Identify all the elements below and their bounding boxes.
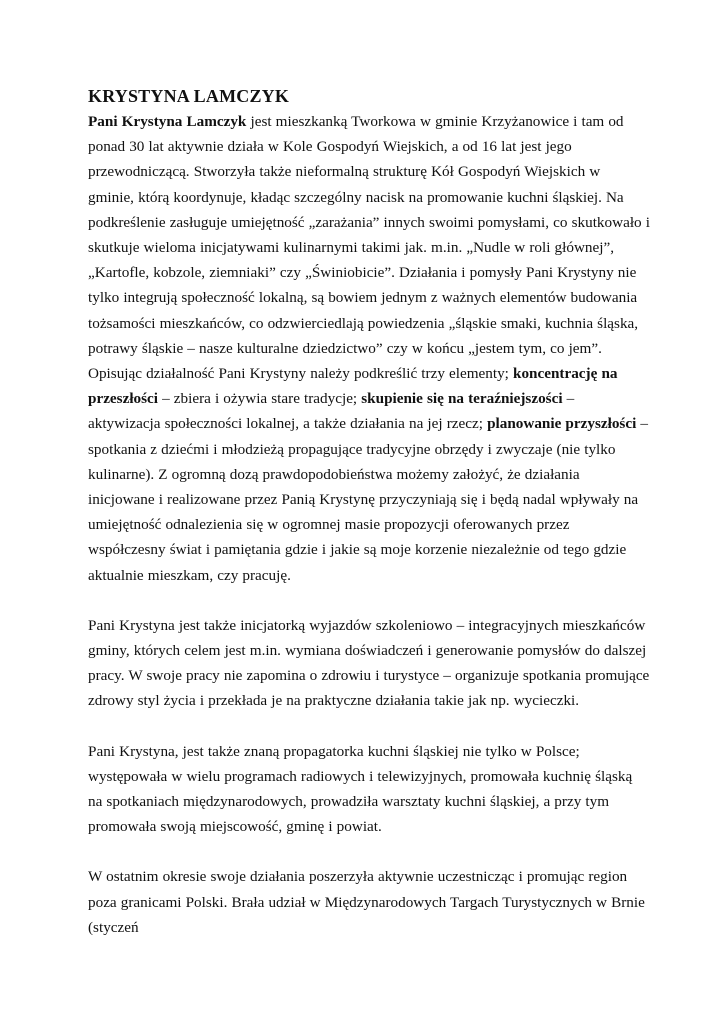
paragraph-1-text-c: – aktywizacja społeczności lokalnej, a także działania na jej rzecz; <box>88 390 575 433</box>
paragraph-3: Pani Krystyna, jest także znaną propagatorka kuchni śląskiej nie tylko w Polsce; występowała w wielu programach radiowych i telewizyjnych, promowała kuchnię śląską na spotkaniach międzynarodowych, prowadziła warsztaty kuchni śląskiej, a przy tym promowała swoją miejscowość, gminę i powiat. <box>88 742 633 836</box>
paragraph-1-text-b: – zbiera i ożywia stare tradycje; <box>158 390 362 408</box>
paragraph-2: Pani Krystyna jest także inicjatorką wyjazdów szkoleniowo – integracyjnych mieszkańców gminy, których celem jest m.in. wymiana doświadczeń i generowanie pomysłów do dalszej pracy. W swoje pracy nie zapomina o zdrowiu i turystyce – organizuje spotkania promujące zdrowy styl życia i przekłada je na praktyczne działania takie jak np. wycieczki. <box>88 616 650 710</box>
paragraph-1-text-d: – spotkania z dziećmi i młodzieżą propagujące tradycyjne obrzędy i zwyczaje (nie tylko kulinarne). Z ogromną dozą prawdopodobieństwa możemy założyć, że działania inicjowane i realizowane przez Panią Krystynę przyczyniają się i będą nadal wpływały na umiejętność odnalezienia się w ogromnej masie propozycji oferowanych przez współczesny świat i pamiętania gdzie i jakie są moje korzenie niezależnie od tego gdzie aktualnie mieszkam, czy pracuję. <box>88 415 648 584</box>
bold-phrase-present: skupienie się na teraźniejszości <box>361 390 563 408</box>
paragraph-1 <box>88 109 650 588</box>
document-page <box>88 84 650 940</box>
paragraph-4: W ostatnim okresie swoje działania poszerzyła aktywnie uczestnicząc i promując region poza granicami Polski. Brała udział w Międzynarodowych Targach Turystycznych w Brnie (styczeń <box>88 868 645 936</box>
paragraph-1-text-a: jest mieszkanką Tworkowa w gminie Krzyżanowice i tam od ponad 30 lat aktywnie działa w Kole Gospodyń Wiejskich, a od 16 lat jest jego przewodniczącą. Stworzyła także nieformalną strukturę Kół Gospodyń Wiejskich w gminie, którą koordynuje, kładąc szczególny nacisk na promowanie kuchni śląskiej. Na podkreślenie zasługuje umiejętność „zarażania” innych swoimi pomysłami, co skutkowało i skutkuje wieloma inicjatywami kulinarnymi takimi jak. m.in. „Nudle w roli głównej”, „Kartofle, kobzole, ziemniaki” czy „Świniobicie”. Działania i pomysły Pani Krystyny nie tylko integrują społeczność lokalną, są bowiem jednym z ważnych elementów budowania tożsamości mieszkańców, co odzwierciedlają powiedzenia „śląskie smaki, kuchnia śląska, potrawy śląskie – nasze kulturalne dziedzictwo” czy w końcu „jestem tym, co jem”. Opisując działalność Pani Krystyny należy podkreślić trzy elementy; <box>88 113 650 383</box>
bold-phrase-past: koncentrację na przeszłości <box>88 365 618 408</box>
bold-phrase-future: planowanie przyszłości <box>487 415 637 433</box>
lead-name: Pani Krystyna Lamczyk <box>88 113 247 130</box>
document-title: KRYSTYNA LAMCZYK <box>88 86 290 106</box>
